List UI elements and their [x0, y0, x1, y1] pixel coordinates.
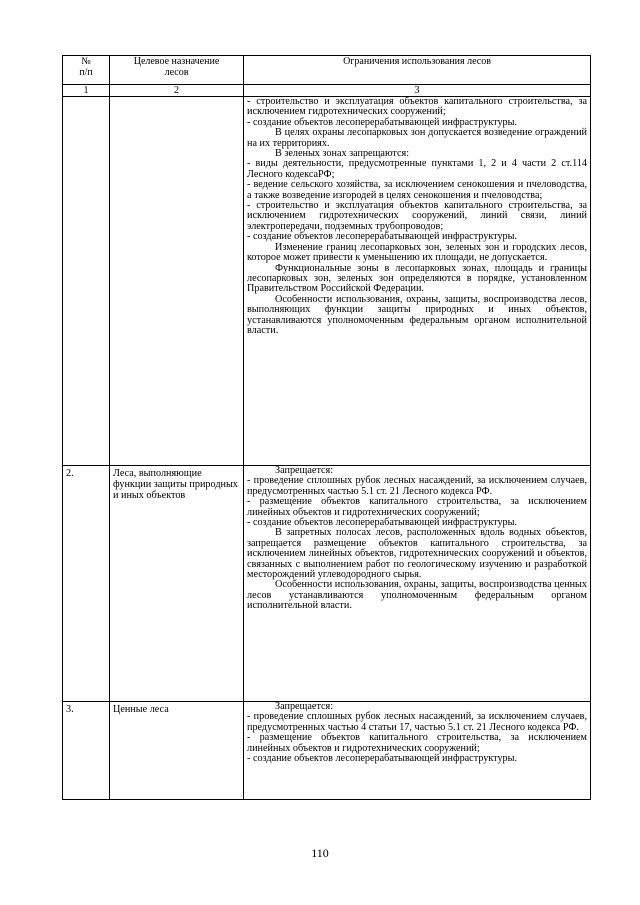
paragraph: В запретных полосах лесов, расположенных вдоль водных объектов, запрещается размещение объектов капитального строительства, за исключением линейных объектов, гидротехнических сооружений и объектов, связанных с выполнением работ по геологическому изучению и разработкой месторождений углеводородного сырья. — [247, 527, 587, 581]
paragraph: - проведение сплошных рубок лесных насаждений, за исключением случаев, предусмотренных частью 5.1 ст. 21 Лесного кодекса РФ. — [247, 475, 587, 497]
column-number-row — [63, 85, 591, 97]
paragraph: - создание объектов лесоперерабатывающей инфраструктуры. — [247, 753, 518, 765]
row-purpose: Ценные леса — [110, 702, 244, 800]
paragraph: - строительство и эксплуатация объектов капитального строительства, за исключением гидротехнических сооружений, линий связи, линий электропередачи, подземных трубопроводов; — [247, 200, 587, 232]
col-number-3: 3 — [244, 85, 591, 97]
table-header-row — [63, 56, 591, 85]
paragraph: - размещение объектов капитального строительства, за исключением линейных объектов и гидротехнических сооружений; — [247, 496, 587, 518]
paragraph: - создание объектов лесоперерабатывающей инфраструктуры. — [247, 517, 518, 529]
header-purpose: Целевое назначение лесов — [110, 56, 244, 85]
paragraph: Особенности использования, охраны, защиты, воспроизводства лесов, выполняющих функции защиты природных и иных объектов, устанавливаются уполномоченным федеральным органом исполнительной власти. — [247, 293, 587, 336]
paragraph: - создание объектов лесоперерабатывающей инфраструктуры. — [247, 116, 518, 128]
col-number-1: 1 — [63, 85, 110, 97]
row-num: 3. — [63, 702, 110, 800]
paragraph: - ведение сельского хозяйства, за исключением сенокошения и пчеловодства, а также возведение изгородей в целях сенокошения и пчеловодства; — [247, 179, 587, 201]
paragraph: В целях охраны лесопарковых зон допускается возведение ограждений на их территориях. — [247, 127, 587, 149]
col-number-2: 2 — [110, 85, 244, 97]
paragraph: - проведение сплошных рубок лесных насаждений, за исключением случаев, предусмотренных частью 4 статьи 17, частью 5.1 ст. 21 Лесного кодекса РФ. — [247, 711, 587, 733]
paragraph: Изменение границ лесопарковых зон, зеленых зон и городских лесов, которое может привести к уменьшению их площади, не допускается. — [247, 241, 587, 264]
paragraph: - виды деятельности, предусмотренные пунктами 1, 2 и 4 части 2 ст.114 Лесного кодексаРФ; — [247, 158, 587, 180]
table-row — [63, 97, 591, 466]
paragraph: - размещение объектов капитального строительства, за исключением линейных объектов и гидротехнических сооружений; — [247, 732, 587, 754]
row-limits — [244, 702, 591, 800]
row-num: 2. — [63, 466, 110, 702]
page-number: 110 — [311, 846, 329, 860]
paragraph: - строительство и эксплуатация объектов капитального строительства, за исключением гидротехнических сооружений; — [247, 96, 587, 118]
header-limits: Ограничения использования лесов — [244, 56, 591, 85]
row-purpose — [110, 97, 244, 466]
paragraph: Особенности использования, охраны, защиты, воспроизводства ценных лесов устанавливаются уполномоченным федеральным органом исполнительной власти. — [247, 579, 587, 612]
row-purpose: Леса, выполняющие функции защиты природных и иных объектов — [110, 466, 244, 702]
paragraph: Функциональные зоны в лесопарковых зонах, площадь и границы лесопарковых зон, зеленых зон определяются в порядке, установленном Правительством Российской Федерации. — [247, 262, 587, 295]
paragraph: Запрещается: — [275, 465, 334, 476]
header-num: № п/п — [63, 56, 110, 85]
row-limits — [244, 97, 591, 466]
restrictions-table — [62, 55, 591, 800]
table-row — [63, 702, 591, 800]
table-row — [63, 466, 591, 702]
row-num — [63, 97, 110, 466]
row-limits — [244, 466, 591, 702]
paragraph: Запрещается: — [275, 701, 334, 712]
paragraph: В зеленых зонах запрещаются: — [275, 148, 410, 160]
paragraph: - создание объектов лесоперерабатывающей инфраструктуры. — [247, 231, 518, 243]
